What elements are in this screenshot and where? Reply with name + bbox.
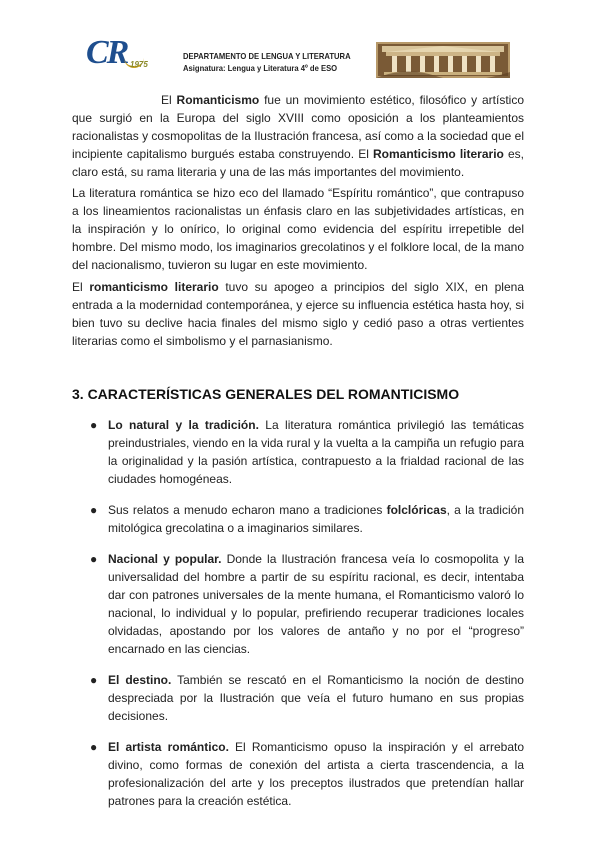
section-heading: 3. CARACTERÍSTICAS GENERALES DEL ROMANTICISMO bbox=[72, 386, 460, 402]
text-run: fue un movimiento estético, filosófico y artístico que surgió en la Europa del siglo XVIII como oposición a los planteamientos racionalistas y cosmopolitas de la Ilustración francesa, así como a la sociedad que el incipiente capitalismo burgués estaba construyendo. El bbox=[72, 93, 524, 161]
text-run: El bbox=[72, 280, 90, 294]
bullet-icon: ● bbox=[90, 503, 98, 517]
logo-initials: CR bbox=[86, 34, 128, 71]
text-run: , a la tradición mitológica grecolatina o a imaginarios similares. bbox=[108, 503, 524, 535]
list-item bbox=[90, 671, 524, 725]
bold-term: Lo natural y la tradición. bbox=[108, 418, 259, 432]
text-run: es, claro está, su rama literaria y una de las más importantes del movimiento. bbox=[72, 147, 525, 179]
bullet-icon: ● bbox=[90, 740, 98, 754]
text-run: Donde la Ilustración francesa veía lo cosmopolita y la universalidad del hombre a partir de su espíritu racional, es decir, intentaba dar con patrones universales de la mente humana, el Romanticismo valoró lo nacional, lo individual y lo popular, prefiriendo recuperar tradiciones locales olvidadas, apostando por los valores de antaño y no por el “progreso” encarnado en las ciencias. bbox=[108, 552, 524, 656]
intro-paragraph-1 bbox=[72, 91, 524, 181]
text-run: El Romanticismo opuso la inspiración y el arrebato divino, como formas de conexión del artista a cierta trascendencia, a la profesionalización del arte y los preceptos ilustrados que pretendían hallar patrones para la creación estética. bbox=[108, 740, 524, 808]
list-item bbox=[90, 550, 524, 658]
bold-term: folclóricas bbox=[386, 503, 447, 517]
bold-term: Nacional y popular. bbox=[108, 552, 222, 566]
bullet-icon: ● bbox=[90, 673, 98, 687]
bullet-icon: ● bbox=[90, 418, 98, 432]
bullet-icon: ● bbox=[90, 552, 98, 566]
logo-years: 1975 bbox=[130, 60, 148, 69]
text-run: El bbox=[161, 93, 177, 107]
school-logo bbox=[86, 34, 160, 74]
bold-term: romanticismo literario bbox=[89, 280, 219, 294]
text-run: La literatura romántica privilegió las temáticas preindustriales, viendo en la vida rural y la vuelta a la campiña un refugio para la originalidad y la pasión artística, contrapuesto a la frialdad racional de las ciudades homogéneas. bbox=[108, 418, 524, 486]
list-item bbox=[90, 416, 524, 488]
list-item bbox=[90, 501, 524, 537]
subject-name: Asignatura: Lengua y Literatura 4º de ESO bbox=[183, 63, 338, 73]
intro-paragraph-2: La literatura romántica se hizo eco del llamado “Espíritu romántico”, que contrapuso a los lineamientos racionalistas un énfasis claro en las subjetividades artísticas, en la inspiración y lo onírico, lo original como evidencia del espíritu irrepetible del hombre. Del mismo modo, los imaginarios grecolatinos y el folklore local, de la mano del nacionalismo, tuvieron su lugar en este movimiento. bbox=[72, 186, 524, 272]
classical-temple-frieze-image bbox=[376, 42, 510, 78]
bold-term: El destino. bbox=[108, 673, 172, 687]
header-text bbox=[183, 50, 351, 74]
department-name: DEPARTAMENTO DE LENGUA Y LITERATURA bbox=[183, 51, 351, 61]
characteristics-list bbox=[90, 416, 524, 823]
text-run: También se rescató en el Romanticismo la noción de destino despreciada por la Ilustración que veía el futuro humano en sus propias decisiones. bbox=[108, 673, 524, 723]
intro-paragraph-3 bbox=[72, 278, 524, 350]
bold-term: Romanticismo literario bbox=[373, 147, 504, 161]
bold-term: Romanticismo bbox=[176, 93, 260, 107]
bold-term: El artista romántico. bbox=[108, 740, 229, 754]
list-item bbox=[90, 738, 524, 810]
text-run: Sus relatos a menudo echaron mano a tradiciones bbox=[108, 503, 387, 517]
text-run: tuvo su apogeo a principios del siglo XIX, en plena entrada a la modernidad contemporánea, y ejerce su influencia estética hasta hoy, si bien tuvo su declive hacia finales del mismo siglo y cedió paso a otras vertientes literarias como el simbolismo y el parnasianismo. bbox=[72, 280, 524, 348]
